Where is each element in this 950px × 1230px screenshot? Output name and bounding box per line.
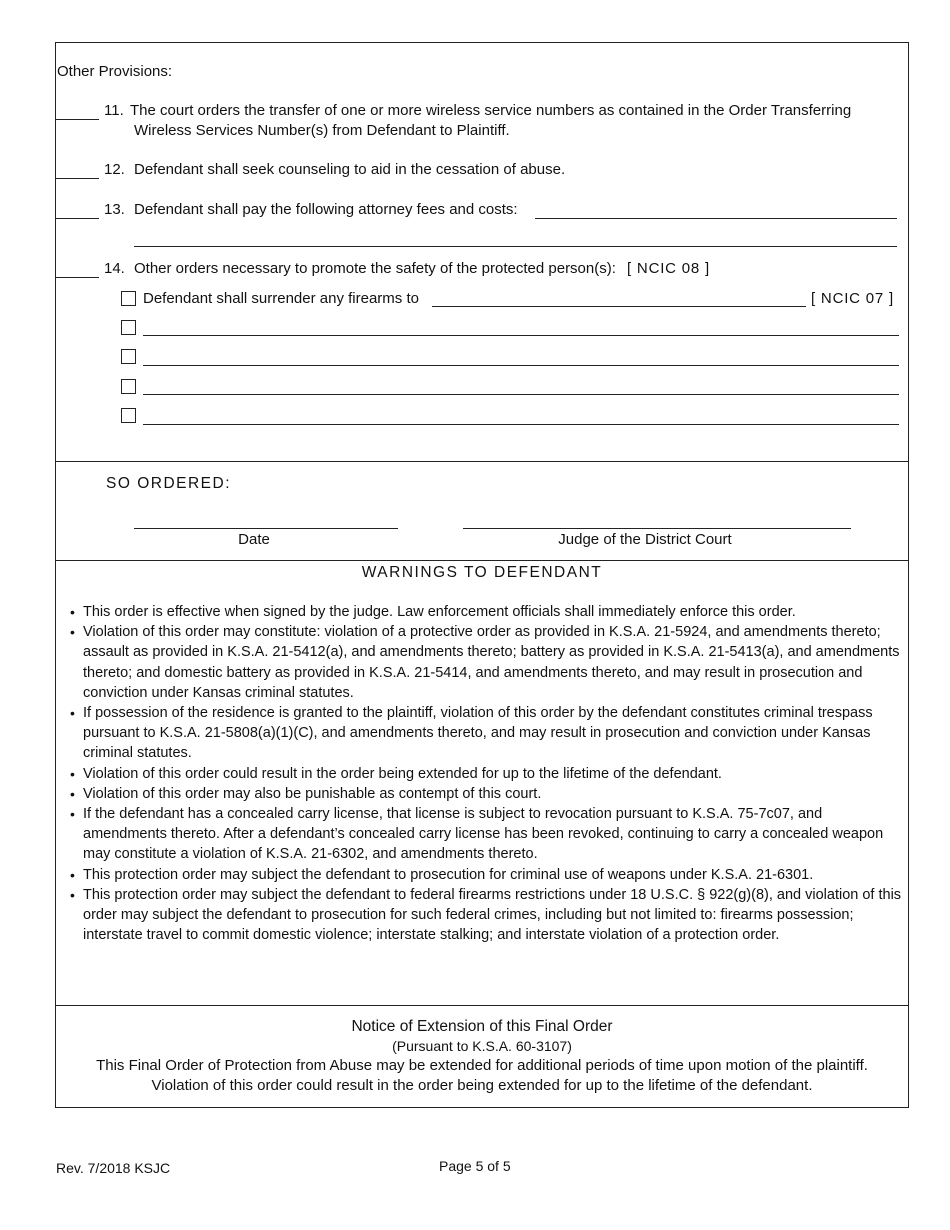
other-order-line[interactable] bbox=[143, 335, 899, 336]
item-14-number: 14. bbox=[104, 260, 125, 277]
warnings-heading: WARNINGS TO DEFENDANT bbox=[361, 564, 603, 581]
so-ordered-heading: SO ORDERED: bbox=[106, 475, 232, 492]
other-provisions-heading: Other Provisions: bbox=[57, 63, 173, 80]
item-13-text: Defendant shall pay the following attorney fees and costs: bbox=[134, 201, 518, 218]
item-14-text: Other orders necessary to promote the safety of the protected person(s): bbox=[134, 260, 616, 277]
date-signature-line[interactable] bbox=[134, 528, 398, 529]
warning-item: • This order is effective when signed by the judge. Law enforcement officials shall immediately enforce this order. bbox=[69, 602, 904, 622]
other-order-checkbox[interactable] bbox=[121, 320, 136, 335]
ncic-07-code: [ NCIC 07 ] bbox=[811, 290, 894, 307]
ncic-08-code: [ NCIC 08 ] bbox=[627, 260, 710, 277]
date-label: Date bbox=[238, 531, 270, 548]
judge-label: Judge of the District Court bbox=[558, 531, 732, 548]
other-order-checkbox[interactable] bbox=[121, 349, 136, 364]
item-13-number: 13. bbox=[104, 201, 125, 218]
warning-item: • Violation of this order may also be punishable as contempt of this court. bbox=[69, 784, 904, 804]
item-11-text-line1: The court orders the transfer of one or more wireless service numbers as contained in the Order Transferring bbox=[130, 102, 852, 119]
attorney-fees-line[interactable] bbox=[535, 218, 897, 219]
other-order-line[interactable] bbox=[143, 365, 899, 366]
notice-title: Notice of Extension of this Final Order bbox=[351, 1018, 613, 1035]
page-number: Page 5 of 5 bbox=[439, 1158, 511, 1174]
other-order-checkbox[interactable] bbox=[121, 379, 136, 394]
judge-signature-line[interactable] bbox=[463, 528, 851, 529]
item-12-number: 12. bbox=[104, 161, 125, 178]
warning-item: • If possession of the residence is granted to the plaintiff, violation of this order by the defendant constitutes criminal trespass pursuant to K.S.A. 21-5808(a)(1)(C), and amendments thereto, and may result in prosecution and conviction under Kansas criminal statutes. bbox=[69, 703, 904, 764]
warnings-list bbox=[69, 602, 904, 945]
attorney-fees-line-2[interactable] bbox=[134, 246, 897, 247]
revision-label: Rev. 7/2018 KSJC bbox=[56, 1160, 171, 1176]
warning-item: • This protection order may subject the defendant to prosecution for criminal use of weapons under K.S.A. 21-6301. bbox=[69, 865, 904, 885]
warning-item: • If the defendant has a concealed carry license, that license is subject to revocation pursuant to K.S.A. 75-7c07, and amendments thereto. After a defendant’s concealed carry license has been revoked, continuing to carry a concealed weapon may constitute a violation of K.S.A. 21-6302, and amendments thereto. bbox=[69, 804, 904, 865]
item-11-text-line2: Wireless Services Number(s) from Defendant to Plaintiff. bbox=[134, 122, 510, 139]
firearms-recipient-line[interactable] bbox=[432, 306, 806, 307]
warning-item: • Violation of this order may constitute: violation of a protective order as provided in K.S.A. 21-5924, and amendments thereto; assault as provided in K.S.A. 21-5412(a), and amendments thereto; battery as provided in K.S.A. 21-5413(a), and amendments thereto; and domestic battery as provided in K.S.A. 21-5414, and amendments thereto, and may result in prosecution and conviction under Kansas criminal statutes. bbox=[69, 622, 904, 703]
item-14-initial-line[interactable] bbox=[55, 277, 99, 278]
warning-item: • This protection order may subject the defendant to federal firearms restrictions under 18 U.S.C. § 922(g)(8), and violation of this order may subject the defendant to prosecution for such federal crimes, including but not limited to: firearms possession; interstate travel to commit domestic violence; interstate stalking; and interstate violation of a protection order. bbox=[69, 885, 904, 946]
item-12-initial-line[interactable] bbox=[55, 178, 99, 179]
item-11-initial-line[interactable] bbox=[55, 119, 99, 120]
notice-subtitle: (Pursuant to K.S.A. 60-3107) bbox=[392, 1038, 572, 1054]
other-order-line[interactable] bbox=[143, 394, 899, 395]
item-13-initial-line[interactable] bbox=[55, 218, 99, 219]
notice-line-1: This Final Order of Protection from Abuse may be extended for additional periods of time upon motion of the plaintiff. bbox=[96, 1057, 868, 1074]
firearms-label: Defendant shall surrender any firearms to bbox=[143, 290, 419, 307]
notice-line-2: Violation of this order could result in the order being extended for up to the lifetime of the defendant. bbox=[151, 1077, 813, 1094]
firearms-checkbox[interactable] bbox=[121, 291, 136, 306]
item-11-number: 11. bbox=[104, 102, 124, 119]
other-order-line[interactable] bbox=[143, 424, 899, 425]
item-12-text: Defendant shall seek counseling to aid in the cessation of abuse. bbox=[134, 161, 566, 178]
warning-item: • Violation of this order could result in the order being extended for up to the lifetime of the defendant. bbox=[69, 764, 904, 784]
other-order-checkbox[interactable] bbox=[121, 408, 136, 423]
